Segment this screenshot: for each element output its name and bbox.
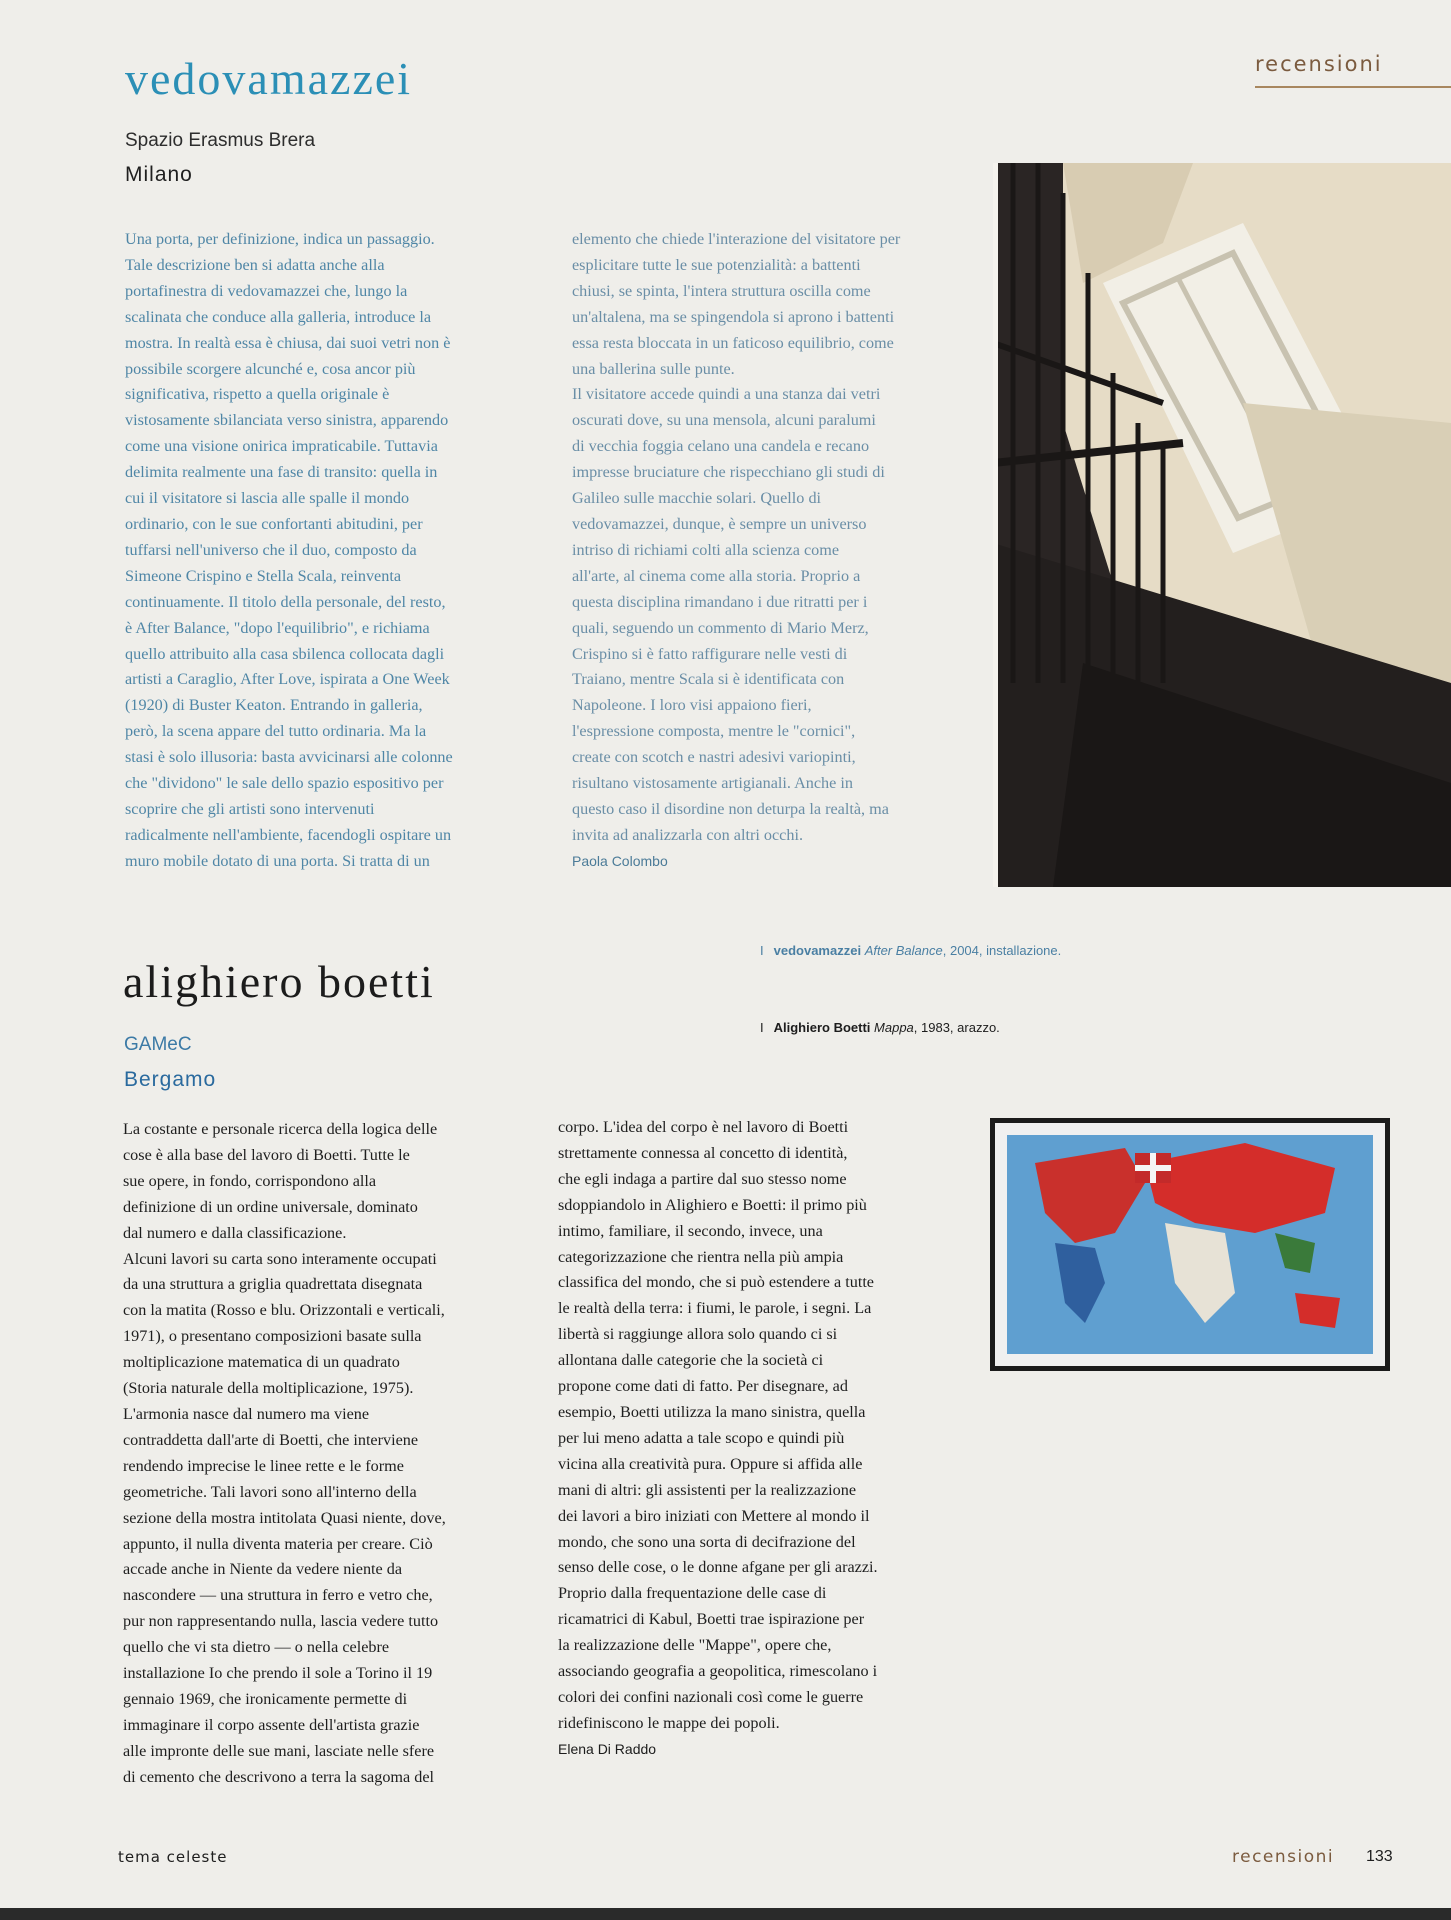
review1-column-1: Una porta, per definizione, indica un passaggio. Tale descrizione ben si adatta anche alla portafinestra di vedovamazzei che, lungo la scalinata che conduce alla galleria, introduce la mostra. In realtà essa è chiusa, dai suoi vetri non è possibile scorgere alcunché e, cosa ancor più significativa, rispetto a quella originale è vistosamente sbilanciata verso sinistra, apparendo come una visione onirica impraticabile. Tuttavia delimita realmente una fase di transito: quella in cui il visitatore si lascia alle spalle il mondo ordinario, con le sue confortanti abitudini, per tuffarsi nell'universo che il duo, composto da Simeone Crispino e Stella Scala, reinventa continuamente. Il titolo della personale, del resto, è After Balance, "dopo l'equilibrio", e richiama quello attribuito alla casa sbilenca collocata dagli artisti a Caraglio, After Love, ispirata a One Week (1920) di Buster Keaton. Entrando in galleria, però, la scena appare del tutto ordinaria. Ma la stasi è solo illusoria: basta avvicinarsi alle colonne che "dividono" le sale dello spazio espositivo per scoprire che gli artisti sono intervenuti radicalmente nell'ambiente, facendogli ospitare un muro mobile dotato di una porta. Si tratta di un (125, 230, 453, 870)
boetti-mappa-image (990, 1118, 1390, 1371)
review1-author: Paola Colombo (572, 852, 668, 869)
review2-column-2: corpo. L'idea del corpo è nel lavoro di Boetti strettamente connessa al concetto di identità, che egli indaga a partire dal suo stesso nome sdoppiandolo in Alighiero e Boetti: il primo più intimo, familiare, il secondo, invece, una categorizzazione che rientra nella più ampia classifica del mondo, che si può estendere a tutte le realtà della terra: i fiumi, le parole, i segni. La libertà si raggiunge allora solo quando ci si allontana dalle categorie che la società ci propone come dati di fatto. Per disegnare, ad esempio, Boetti utilizza la mano sinistra, quella per lui meno adatta a tale scopo e quindi più vicina alla creatività pura. Oppure si affida alle mani di altri: gli assistenti per la realizzazione dei lavori a biro iniziati con Mettere al mondo il mondo, che sono una sorta di decifrazione del senso delle cose, o le donne afgane per gli arazzi. Proprio dalla frequentazione delle case di ricamatrici di Kabul, Boetti trae ispirazione per la realizzazione delle "Mappe", opere che, associando geografia a geopolitica, rimescolano i colori dei confini nazionali così come le guerre ridefiniscono le mappe dei popoli. Elena Di Raddo (558, 1115, 948, 1763)
stairwell-door-photo (993, 163, 1451, 887)
review2-column-1: La costante e personale ricerca della logica delle cose è alla base del lavoro di Boetti. Tutte le sue opere, in fondo, corrispondono alla definizione di un ordine universale, dominato dal numero e dalla classificazione. Alcuni lavori su carta sono interamente occupati da una struttura a griglia quadrettata disegnata con la matita (Rosso e blu. Orizzontali e verticali, 1971), o presentano composizioni basate sulla moltiplicazione matematica di un quadrato (Storia naturale della moltiplicazione, 1975). L'armonia nasce dal numero ma viene contraddetta dall'arte di Boetti, che interviene rendendo imprecise le linee rette e le forme geometriche. Tali lavori sono all'interno della sezione della mostra intitolata Quasi niente, dove, appunto, il nulla diventa materia per creare. Ciò accade anche in Niente da vedere niente da nascondere — una struttura in ferro e vetro che, pur non rappresentando nulla, lascia vedere tutto quello che vi sta dietro — o nella celebre installazione Io che prendo il sole a Torino il 19 gennaio 1969, che ironicamente permette di immaginare il corpo assente dell'artista grazie alle impronte delle sue mani, lasciate nelle sfere di cemento che descrivono a terra la sagoma del (123, 1120, 446, 1786)
page-number: 133 (1366, 1848, 1393, 1865)
review1-city: Milano (125, 163, 193, 186)
review1-venue: Spazio Erasmus Brera (125, 130, 316, 151)
section-tag: recensioni (1255, 52, 1451, 88)
review2-author: Elena Di Raddo (558, 1740, 657, 1757)
bottom-edge (0, 1908, 1451, 1920)
review2-venue: GAMeC (124, 1034, 192, 1055)
review1-title: vedovamazzei (125, 53, 413, 104)
review2-title: alighiero boetti (123, 956, 435, 1007)
review2-city: Bergamo (124, 1068, 217, 1091)
review1-column-2: elemento che chiede l'interazione del visitatore per esplicitare tutte le sue potenzialità: a battenti chiusi, se spinta, l'intera struttura oscilla come un'altalena, ma se spingendola si aprono i battenti essa resta bloccata in un faticoso equilibrio, come una ballerina sulle punte. Il visitatore accede quindi a una stanza dai vetri oscurati dove, su una mensola, alcuni paralumi di vecchia foggia celano una candela e recano impresse bruciature che rispecchiano gli studi di Galileo sulle macchie solari. Quello di vedovamazzei, dunque, è sempre un universo intriso di richiami colti alla scienza come all'arte, al cinema come alla storia. Proprio a questa disciplina rimandano i due ritratti per i quali, seguendo un commento di Mario Merz, Crispino si è fatto raffigurare nelle vesti di Traiano, mentre Scala si è identificata con Napoleone. I loro visi appaiono fieri, l'espressione composta, mentre le "cornici", create con scotch e nastri adesivi variopinti, risultano vistosamente artigianali. Anche in questo caso il disordine non deturpa la realtà, ma invita ad analizzarla con altri occhi. Paola Colombo (572, 227, 967, 875)
magazine-name: tema celeste (118, 1848, 228, 1866)
review2-caption: I Alighiero Boetti Mappa, 1983, arazzo. (760, 1020, 1000, 1035)
review1-caption: I vedovamazzei After Balance, 2004, installazione. (760, 943, 1062, 958)
footer-section: recensioni (1232, 1847, 1335, 1867)
